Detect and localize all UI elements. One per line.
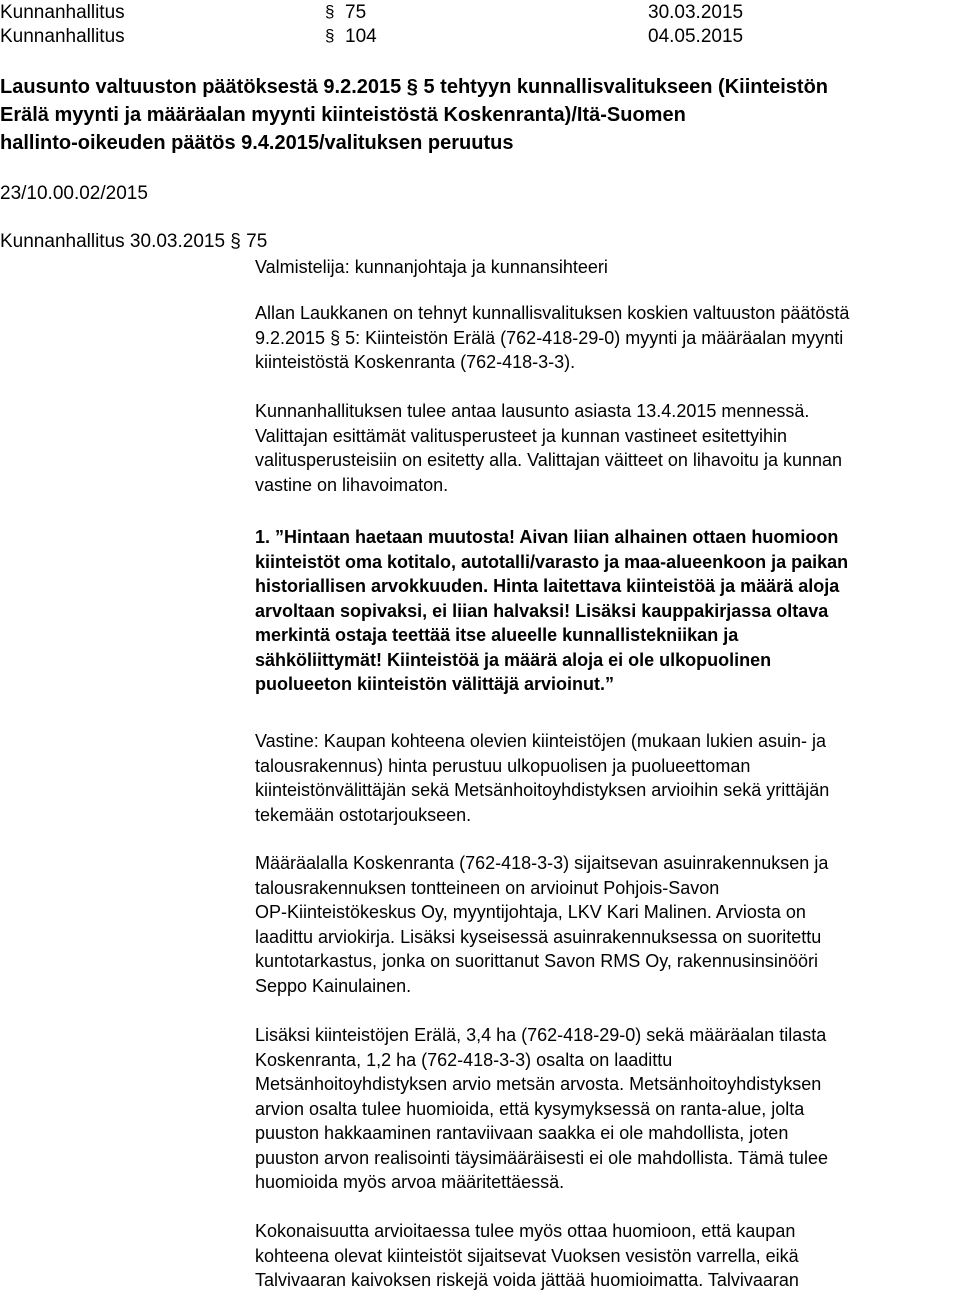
text-line: Kunnanhallituksen tulee antaa lausunto asiasta 13.4.2015 mennessä. xyxy=(255,401,810,421)
text-line: puuston hakkaaminen rantaviivaan saakka ei ole mahdollista, joten xyxy=(255,1123,789,1143)
text-line: Valittajan esittämät valitusperusteet ja kunnan vastineet esitettyihin xyxy=(255,425,787,446)
text-line: Määräalalla Koskenranta (762-418-3-3) sijaitsevan asuinrakennuksen ja xyxy=(255,853,829,873)
document-title-line: hallinto-oikeuden päätös 9.4.2015/valituksen peruutus xyxy=(0,132,514,154)
text-line: valitusperusteisiin on esitetty alla. Valittajan väitteet on lihavoitu ja kunnan xyxy=(255,450,843,470)
document-title-line: Lausunto valtuuston päätöksestä 9.2.2015 § 5 tehtyyn kunnallisvalitukseen (Kiinteistön xyxy=(0,76,829,98)
text-line: kuntotarkastus, jonka on suorittanut Savon RMS Oy, rakennusinsinööri xyxy=(255,951,818,971)
paragraph-appraisal xyxy=(255,851,955,998)
text-line: Metsänhoitoyhdistyksen arvio metsän arvosta. Metsänhoitoyhdistyksen xyxy=(255,1074,822,1094)
text-line: kiinteistönvälittäjän sekä Metsänhoitoyhdistyksen arvioihin sekä yrittäjän xyxy=(255,780,830,800)
paragraph-complaint xyxy=(255,301,955,375)
text-line: OP-Kiinteistökeskus Oy, myyntijohtaja, LKV Kari Malinen. Arviosta on xyxy=(255,902,806,922)
text-line: 9.2.2015 § 5: Kiinteistön Erälä (762-418-29-0) myynti ja määräalan myynti xyxy=(255,327,844,348)
text-line: kiinteistöt oma kotitalo, autotalli/varasto ja maa-alueenkoon ja paikan xyxy=(255,551,849,572)
paragraph-overall-assessment xyxy=(255,1219,955,1293)
preparer: Valmistelija: kunnanjohtaja ja kunnansihteeri xyxy=(255,257,608,277)
section-sign-icon: § xyxy=(325,2,335,21)
text-line: tekemään ostotarjoukseen. xyxy=(255,804,472,825)
text-line: Kokonaisuutta arvioitaessa tulee myös ottaa huomioon, että kaupan xyxy=(255,1221,796,1241)
text-line: talousrakennus) hinta perustuu ulkopuolisen ja puolueettoman xyxy=(255,755,751,776)
text-line: puuston arvon realisointi täysimääräisesti ei ole mahdollista. Tämä tulee xyxy=(255,1147,828,1168)
text-line: arvoltaan sopivaksi, ei liian halvaksi! Lisäksi kauppakirjassa oltava xyxy=(255,600,829,621)
text-line: kiinteistöstä Koskenranta (762-418-3-3). xyxy=(255,352,576,372)
text-line: historiallisen arvokkuuden. Hinta laitettava kiinteistöä ja määrä aloja xyxy=(255,576,840,596)
text-line: Lisäksi kiinteistöjen Erälä, 3,4 ha (762-418-29-0) sekä määräalan tilasta xyxy=(255,1025,827,1045)
header-body: Kunnanhallitus xyxy=(0,2,125,23)
meeting-line: Kunnanhallitus 30.03.2015 § 75 xyxy=(0,231,268,252)
header-date: 04.05.2015 xyxy=(648,26,744,47)
header-date: 30.03.2015 xyxy=(648,2,744,23)
text-line: puolueeton kiinteistön välittäjä arvioinut.” xyxy=(255,674,615,694)
header-row xyxy=(0,2,960,26)
text-line: Koskenranta, 1,2 ha (762-418-3-3) osalta on laadittu xyxy=(255,1049,673,1070)
text-line: Talvivaaran kaivoksen riskejä voida jättää huomioimatta. Talvivaaran xyxy=(255,1270,799,1290)
text-line: Seppo Kainulainen. xyxy=(255,975,412,996)
text-line: vastine on lihavoimaton. xyxy=(255,474,449,495)
text-line: laadittu arviokirja. Lisäksi kyseisessä asuinrakennuksessa on suoritettu xyxy=(255,926,822,947)
document-title-line: Erälä myynti ja määräalan myynti kiinteistöstä Koskenranta)/Itä-Suomen xyxy=(0,104,686,126)
paragraph-response xyxy=(255,729,955,827)
paragraph-forest-value xyxy=(255,1023,955,1195)
text-line: huomioida myös arvoa määritettäessä. xyxy=(255,1172,565,1192)
text-line: merkintä ostaja teettää itse alueelle kunnallistekniikan ja xyxy=(255,625,739,645)
text-line: kohteena olevat kiinteistöt sijaitsevat Vuoksen vesistön varrella, eikä xyxy=(255,1245,799,1266)
paragraph-statement-deadline xyxy=(255,399,955,497)
text-line: Allan Laukkanen on tehnyt kunnallisvalituksen koskien valtuuston päätöstä xyxy=(255,303,850,323)
header-body: Kunnanhallitus xyxy=(0,26,125,47)
text-line: Vastine: Kaupan kohteena olevien kiinteistöjen (mukaan lukien asuin- ja xyxy=(255,731,827,751)
header-section-number: 104 xyxy=(345,26,377,47)
header-section-number: 75 xyxy=(345,2,367,23)
header-row xyxy=(0,26,960,50)
diary-number: 23/10.00.02/2015 xyxy=(0,183,148,204)
section-sign-icon: § xyxy=(325,26,335,45)
text-line: talousrakennuksen tontteineen on arvioinut Pohjois-Savon xyxy=(255,877,720,898)
text-line: arvion osalta tulee huomioida, että kysymyksessä on ranta-alue, jolta xyxy=(255,1098,805,1119)
text-line: 1. ”Hintaan haetaan muutosta! Aivan liian alhainen ottaen huomioon xyxy=(255,527,839,547)
text-line: sähköliittymät! Kiinteistöä ja määrä aloja ei ole ulkopuolinen xyxy=(255,649,772,670)
paragraph-appellant-claim xyxy=(255,525,955,697)
